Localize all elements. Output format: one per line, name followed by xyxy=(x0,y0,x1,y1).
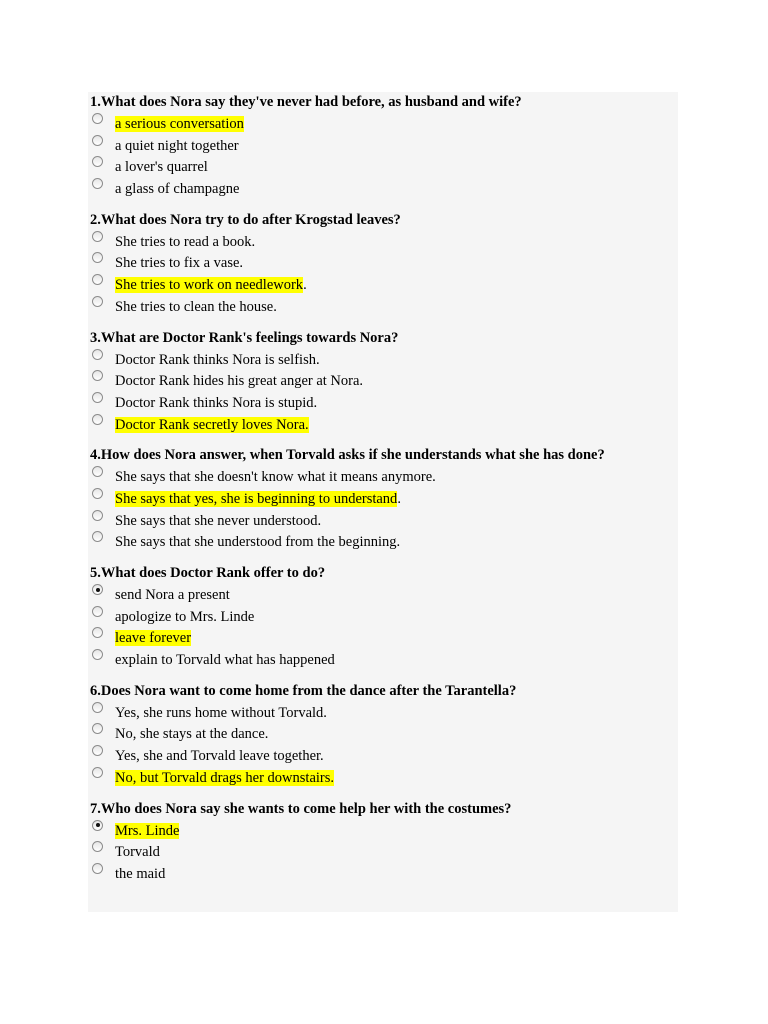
answer-option[interactable] xyxy=(90,767,676,789)
radio-button[interactable] xyxy=(92,370,103,381)
answer-text: No, she stays at the dance. xyxy=(115,726,269,743)
radio-button[interactable] xyxy=(92,135,103,146)
radio-button[interactable] xyxy=(92,767,103,778)
question-6 xyxy=(90,683,676,789)
answer-option[interactable] xyxy=(90,466,676,488)
radio-button[interactable] xyxy=(92,606,103,617)
question-title: 1.What does Nora say they've never had before, as husband and wife? xyxy=(90,94,522,110)
answer-option[interactable] xyxy=(90,135,676,157)
answer-option[interactable] xyxy=(90,414,676,436)
radio-button[interactable] xyxy=(92,231,103,242)
radio-button[interactable] xyxy=(92,649,103,660)
radio-button-selected[interactable] xyxy=(92,820,103,831)
answer-text: She tries to clean the house. xyxy=(115,298,277,315)
radio-button[interactable] xyxy=(92,392,103,403)
radio-button[interactable] xyxy=(92,113,103,124)
answer-text: send Nora a present xyxy=(115,587,230,603)
answer-text: Doctor Rank thinks Nora is selfish. xyxy=(115,351,320,368)
answer-option[interactable] xyxy=(90,863,676,885)
question-title: 3.What are Doctor Rank's feelings towards Nora? xyxy=(90,329,399,346)
answer-text: the maid xyxy=(115,865,166,882)
answer-text: Doctor Rank secretly loves Nora. xyxy=(115,416,309,433)
answer-text: Doctor Rank thinks Nora is stupid. xyxy=(115,394,318,411)
question-1 xyxy=(90,94,676,200)
answer-text: Doctor Rank hides his great anger at Nora. xyxy=(115,373,364,390)
answer-text: Yes, she and Torvald leave together. xyxy=(115,748,324,765)
answer-text-suffix: . xyxy=(303,277,307,294)
radio-button[interactable] xyxy=(92,702,103,713)
answer-option[interactable] xyxy=(90,488,676,510)
answer-option[interactable] xyxy=(90,156,676,178)
answer-text: a glass of champagne xyxy=(115,181,240,198)
radio-button[interactable] xyxy=(92,296,103,307)
answer-text: She says that she never understood. xyxy=(115,512,322,529)
radio-button[interactable] xyxy=(92,627,103,638)
radio-button[interactable] xyxy=(92,745,103,756)
answer-text: a lover's quarrel xyxy=(115,159,208,176)
radio-button[interactable] xyxy=(92,349,103,360)
answer-text: a quiet night together xyxy=(115,137,239,154)
answer-option[interactable] xyxy=(90,702,676,724)
radio-button[interactable] xyxy=(92,466,103,477)
answer-option[interactable] xyxy=(90,296,676,318)
radio-button[interactable] xyxy=(92,841,103,852)
answer-option[interactable] xyxy=(90,510,676,532)
question-title: 4.How does Nora answer, when Torvald asks if she understands what she has done? xyxy=(90,447,605,464)
question-title: 7.Who does Nora say she wants to come help her with the costumes? xyxy=(90,800,512,817)
radio-button[interactable] xyxy=(92,414,103,425)
answer-option[interactable] xyxy=(90,584,676,606)
answer-option[interactable] xyxy=(90,606,676,628)
answer-text: She says that she doesn't know what it means anymore. xyxy=(115,469,436,486)
answer-text: No, but Torvald drags her downstairs. xyxy=(115,769,335,786)
answer-text: leave forever xyxy=(115,630,192,647)
question-title: 6.Does Nora want to come home from the dance after the Tarantella? xyxy=(90,682,517,699)
radio-button[interactable] xyxy=(92,531,103,542)
answer-option[interactable] xyxy=(90,649,676,671)
answer-option[interactable] xyxy=(90,349,676,371)
question-title: 2.What does Nora try to do after Krogstad leaves? xyxy=(90,211,401,228)
answer-option[interactable] xyxy=(90,392,676,414)
answer-text: Mrs. Linde xyxy=(115,822,180,839)
radio-button[interactable] xyxy=(92,723,103,734)
question-title: 5.What does Doctor Rank offer to do? xyxy=(90,565,326,581)
answer-text: apologize to Mrs. Linde xyxy=(115,608,255,625)
answer-option[interactable] xyxy=(90,113,676,135)
question-2 xyxy=(90,212,676,318)
answer-option[interactable] xyxy=(90,820,676,842)
answer-text: She tries to work on needlework xyxy=(115,277,304,294)
radio-button[interactable] xyxy=(92,863,103,874)
radio-button-selected[interactable] xyxy=(92,584,103,595)
answer-text-suffix: . xyxy=(397,490,401,507)
answer-text: a serious conversation xyxy=(115,116,244,132)
answer-text: explain to Torvald what has happened xyxy=(115,652,335,669)
answer-option[interactable] xyxy=(90,370,676,392)
question-3 xyxy=(90,330,676,436)
answer-option[interactable] xyxy=(90,745,676,767)
radio-button[interactable] xyxy=(92,488,103,499)
radio-button[interactable] xyxy=(92,510,103,521)
radio-button[interactable] xyxy=(92,178,103,189)
question-5 xyxy=(90,565,676,671)
question-7 xyxy=(90,801,676,885)
answer-option[interactable] xyxy=(90,252,676,274)
answer-option[interactable] xyxy=(90,841,676,863)
answer-option[interactable] xyxy=(90,178,676,200)
question-4 xyxy=(90,447,676,553)
answer-text: She says that she understood from the beginning. xyxy=(115,534,401,551)
radio-button[interactable] xyxy=(92,252,103,263)
answer-text: She says that yes, she is beginning to understand xyxy=(115,490,398,507)
answer-option[interactable] xyxy=(90,274,676,296)
radio-button[interactable] xyxy=(92,274,103,285)
radio-button[interactable] xyxy=(92,156,103,167)
quiz xyxy=(90,94,676,885)
answer-option[interactable] xyxy=(90,531,676,553)
answer-option[interactable] xyxy=(90,627,676,649)
answer-text: Yes, she runs home without Torvald. xyxy=(115,704,327,721)
answer-text: She tries to fix a vase. xyxy=(115,255,244,272)
answer-option[interactable] xyxy=(90,723,676,745)
answer-text: She tries to read a book. xyxy=(115,233,256,250)
answer-text: Torvald xyxy=(115,844,160,861)
answer-option[interactable] xyxy=(90,231,676,253)
